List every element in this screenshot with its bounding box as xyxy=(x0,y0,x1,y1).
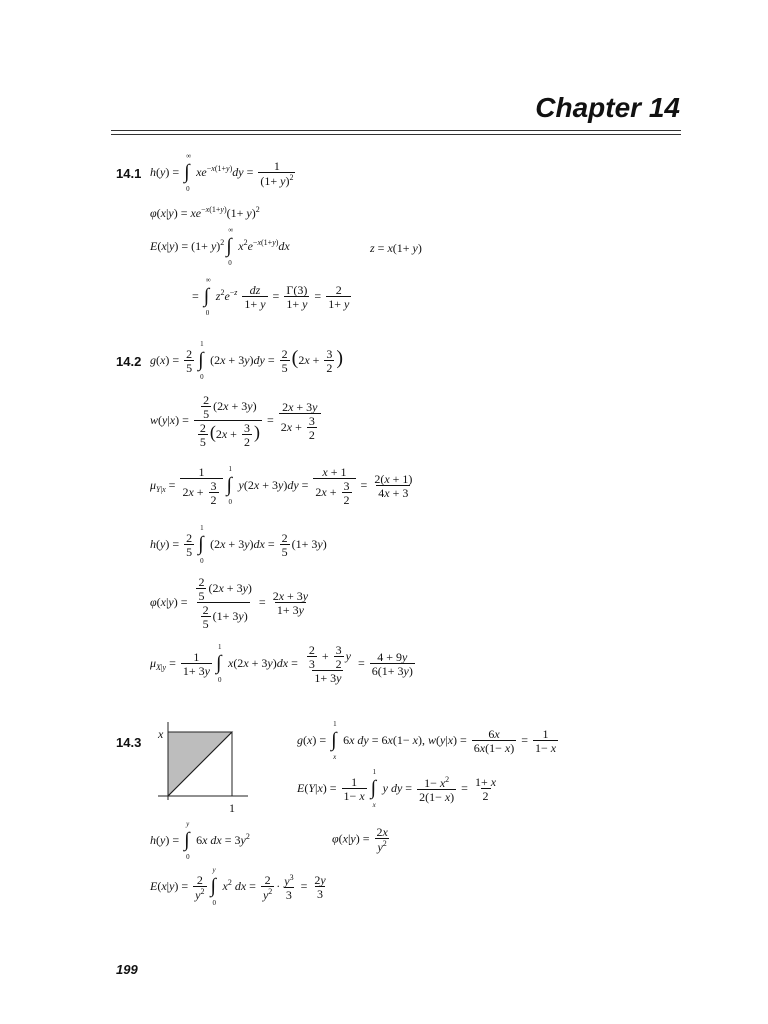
problem-label-14-3: 14.3 xyxy=(116,735,142,750)
page-number: 199 xyxy=(116,962,138,977)
equation-14-2-a: g(x) = $\frac{2}{5}$ 1 ∫ 0 (2x + 3y)dy = $\frac{2}{5}$ (2x + $\frac{3}{2}$ ) xyxy=(150,340,344,381)
problem-label-14-1: 14.1 xyxy=(116,166,142,181)
equation-14-1-a: h(y) = ∞ ∫ 0 $xe^{-x(1+y)}dy$ = $\frac{1}{(1+ y)^2}$ xyxy=(150,152,294,193)
substitution-note: z = x(1+ y) xyxy=(370,241,422,255)
chapter-title: Chapter 14 xyxy=(535,92,680,123)
equation-14-2-d: h(y) = $\frac{2}{5}$ 1 ∫ 0 (2x + 3y)dx = $\frac{2}{5}$ (1+ 3y) xyxy=(150,524,327,565)
equation-14-3-b: E(Y|x) = $\frac{1}{1- x}$ 1 ∫ x y dy = $\frac{1- x^2}{2(1- x)}$ = $\frac{1+ x}{2}$ xyxy=(297,768,497,809)
equation-14-2-e: φ(x|y) = $\frac{2}{5}$ (2x + 3y) $\frac{2}{5}$ (1+ 3y) = $\frac{2x + 3y}{1+ 3y}$ xyxy=(150,575,309,631)
figure-tick-label-1: 1 xyxy=(229,801,235,815)
equation-14-3-a: g(x) = 1 ∫ x 6x dy = 6x(1− x), w(y|x) = $\frac{6x}{6x(1- x)}$ = $\frac{1}{1- x}$ xyxy=(297,720,557,761)
header-rule-thin xyxy=(111,134,681,135)
figure-axis-label-x: x xyxy=(158,727,164,741)
equation-14-3-e: E(x|y) = $\frac{2}{y^2}$ y ∫ 0 $x^2$ dx = $\frac{2}{y^2}$ · $\frac{y^3}{3}$ = $\frac{2y}{3}$ xyxy=(150,866,326,907)
equation-14-1-c: $E(x|y) = (1+ y)^2$ ∞ ∫ 0 $x^2e^{-x(1+y)}dx$ xyxy=(150,226,290,267)
problem-label-14-2: 14.2 xyxy=(116,354,142,369)
header-rule xyxy=(111,130,681,131)
equation-14-2-c: $\mu_{Y|x}$ = 1 2x + $\frac{3}{2}$ 1 ∫ 0 y(2x + 3y)dy = x + 1 2x + $\frac{3}{2}$ = $\frac{2(x + 1)}{4x + 3}$ xyxy=(150,465,413,507)
equation-14-3-d: φ(x|y) = $\frac{2x}{y^2}$ xyxy=(332,825,388,854)
equation-14-1-d: = ∞ ∫ 0 $z^2e^{-z}$ $\frac{dz}{1+ y}$ = $\frac{\Gamma(3)}{1+ y}$ = $\frac{2}{1+ y}$ xyxy=(192,276,350,317)
equation-14-2-f: $\mu_{X|y}$ = $\frac{1}{1+ 3y}$ 1 ∫ 0 x(2x + 3y)dx = $\frac{2}{3}$ + $\frac{3}{2}$ y 1+ 3y = $\frac{4 + 9y}{6(1+ 3y)}$ xyxy=(150,643,413,685)
equation-14-1-b: $\varphi(x|y) = xe^{-x(1+y)}(1+ y)^2$ xyxy=(150,205,260,220)
region-figure xyxy=(150,720,260,816)
equation-14-3-c: h(y) = y ∫ 0 6x dx = $3y^2$ xyxy=(150,820,250,861)
equation-14-2-b: w(y|x) = $\frac{2}{5}$ (2x + 3y) $\frac{2}{5}$ (2x + $\frac{3}{2}$ ) = 2x + 3y 2x + $\frac{3}{2}$ xyxy=(150,394,323,448)
